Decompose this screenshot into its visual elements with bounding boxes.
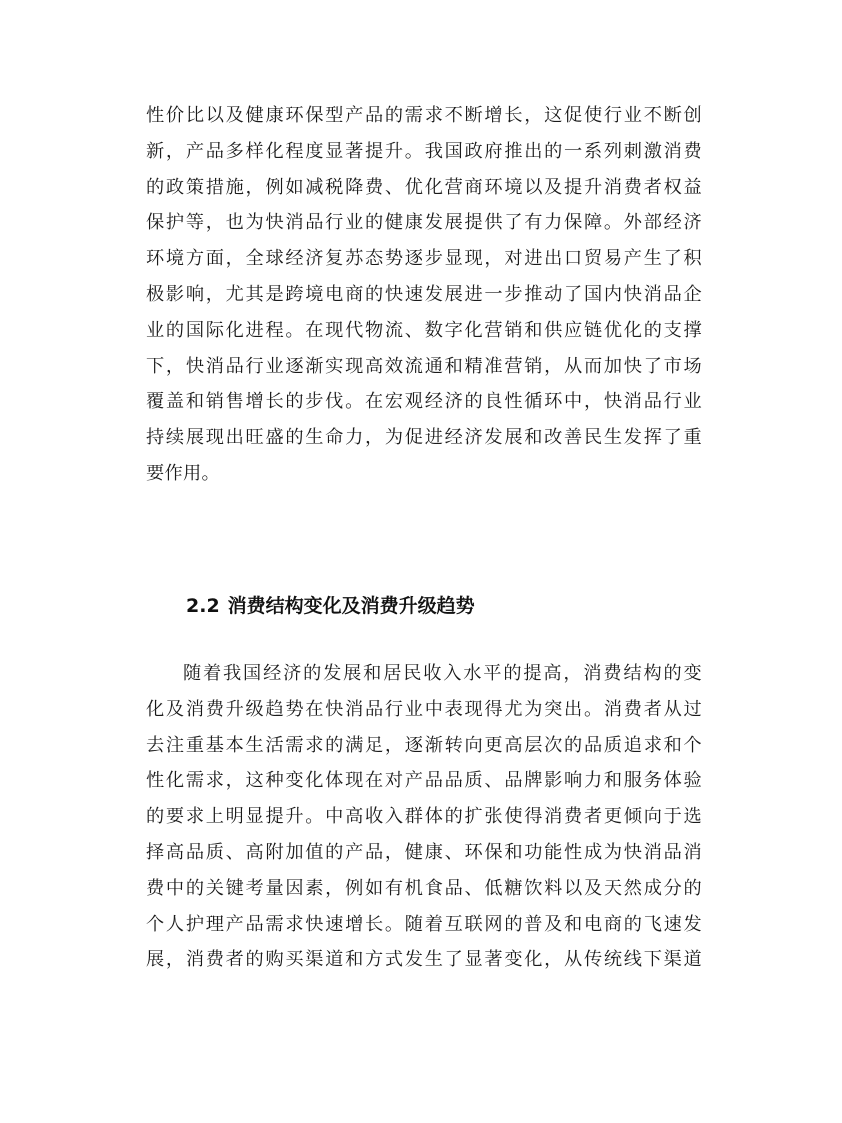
- paragraph-line: 费中的关键考量因素，例如有机食品、低糖饮料以及天然成分的: [146, 877, 702, 899]
- paragraph-line: 展，消费者的购买渠道和方式发生了显著变化，从传统线下渠道: [146, 949, 702, 971]
- paragraph-line: 性化需求，这种变化体现在对产品品质、品牌影响力和服务体验: [146, 770, 702, 792]
- paragraph-line: 随着我国经济的发展和居民收入水平的提高，消费结构的变: [183, 663, 702, 684]
- section-number: 2.2: [186, 595, 220, 617]
- paragraph-line: 要作用。: [146, 462, 220, 484]
- paragraph-line: 性价比以及健康环保型产品的需求不断增长，这促使行业不断创: [146, 105, 702, 126]
- paragraph-line: 保护等，也为快消品行业的健康发展提供了有力保障。外部经济: [146, 212, 702, 234]
- paragraph-line: 极影响，尤其是跨境电商的快速发展进一步推动了国内快消品企: [146, 283, 702, 305]
- section-title: 消费结构变化及消费升级趋势: [227, 595, 475, 617]
- section-heading: [186, 590, 475, 622]
- paragraph-line: 覆盖和销售增长的步伐。在宏观经济的良性循环中，快消品行业: [146, 391, 702, 413]
- paragraph-line: 择高品质、高附加值的产品，健康、环保和功能性成为快消品消: [146, 841, 702, 863]
- intro-paragraph: [146, 98, 702, 492]
- paragraph-line: 新，产品多样化程度显著提升。我国政府推出的一系列刺激消费: [146, 140, 702, 162]
- body-paragraph: [146, 656, 702, 978]
- paragraph-line: 持续展现出旺盛的生命力，为促进经济发展和改善民生发挥了重: [146, 427, 702, 449]
- paragraph-line: 化及消费升级趋势在快消品行业中表现得尤为突出。消费者从过: [146, 698, 702, 720]
- paragraph-line: 的政策措施，例如减税降费、优化营商环境以及提升消费者权益: [146, 176, 702, 198]
- paragraph-line: 个人护理产品需求快速增长。随着互联网的普及和电商的飞速发: [146, 913, 702, 935]
- paragraph-line: 下，快消品行业逐渐实现高效流通和精准营销，从而加快了市场: [146, 355, 702, 377]
- paragraph-line: 业的国际化进程。在现代物流、数字化营销和供应链优化的支撑: [146, 319, 702, 341]
- paragraph-line: 环境方面，全球经济复苏态势逐步显现，对进出口贸易产生了积: [146, 248, 702, 270]
- paragraph-line: 的要求上明显提升。中高收入群体的扩张使得消费者更倾向于选: [146, 806, 702, 828]
- paragraph-line: 去注重基本生活需求的满足，逐渐转向更高层次的品质追求和个: [146, 734, 702, 756]
